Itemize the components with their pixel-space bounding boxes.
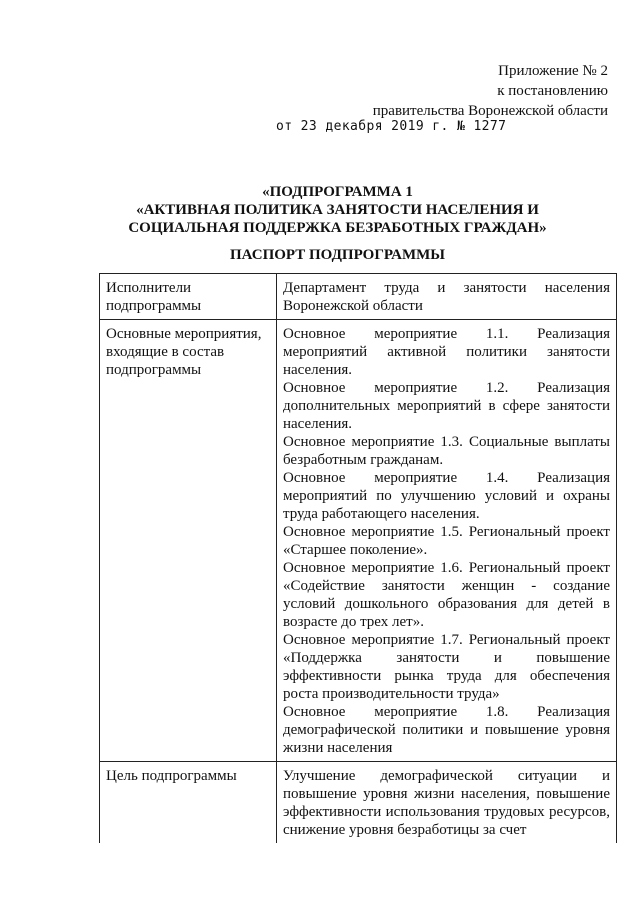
date-stamp: от 23 декабря 2019 г. № 1277 [276, 119, 507, 134]
passport-heading: ПАСПОРТ ПОДПРОГРАММЫ [229, 247, 445, 263]
activity-item: Основное мероприятие 1.2. Реализация дополнительных мероприятий в сфере занятости населения. [283, 380, 610, 432]
activity-item: Основное мероприятие 1.4. Реализация мероприятий по улучшению условий и охраны труда работающего населения. [283, 470, 610, 522]
title-line-2: «АКТИВНАЯ ПОЛИТИКА ЗАНЯТОСТИ НАСЕЛЕНИЯ И [136, 202, 539, 218]
activity-item: Основное мероприятие 1.6. Региональный проект «Содействие занятости женщин - создание условий дошкольного образования для детей в возрасте до трех лет». [283, 560, 610, 630]
activity-item: Основное мероприятие 1.7. Региональный проект «Поддержка занятости и повышение эффективности рынка труда для обеспечения роста производительности труда» [283, 632, 610, 702]
row-value-main-activities [277, 320, 617, 762]
table-row [100, 762, 617, 844]
table-row [100, 274, 617, 320]
table-row [100, 320, 617, 762]
title-line-1: «ПОДПРОГРАММА 1 [262, 184, 413, 200]
row-label-executors: Исполнители подпрограммы [100, 274, 277, 320]
passport-table [99, 273, 617, 843]
appendix-number: Приложение № 2 [498, 63, 608, 79]
subprogram-title [60, 183, 615, 237]
row-label-goal: Цель подпрограммы [100, 762, 277, 844]
activity-item: Основное мероприятие 1.8. Реализация демографической политики и повышение уровня жизни населения [283, 704, 610, 756]
row-value-executors: Департамент труда и занятости населения Воронежской области [277, 274, 617, 320]
activity-item: Основное мероприятие 1.3. Социальные выплаты безработным гражданам. [283, 434, 610, 468]
row-label-main-activities: Основные мероприятия, входящие в состав подпрограммы [100, 320, 277, 762]
appendix-block [373, 61, 608, 121]
row-value-goal: Улучшение демографической ситуации и повышение уровня жизни населения, повышение эффективности использования трудовых ресурсов, снижение уровня безработицы за счет [277, 762, 617, 844]
activity-item: Основное мероприятие 1.5. Региональный проект «Старшее поколение». [283, 524, 610, 558]
activity-item: Основное мероприятие 1.1. Реализация мероприятий активной политики занятости населения. [283, 326, 610, 378]
appendix-government: правительства Воронежской области [372, 103, 608, 119]
title-line-3: СОЦИАЛЬНАЯ ПОДДЕРЖКА БЕЗРАБОТНЫХ ГРАЖДАН» [128, 220, 547, 236]
appendix-resolution: к постановлению [497, 83, 608, 99]
